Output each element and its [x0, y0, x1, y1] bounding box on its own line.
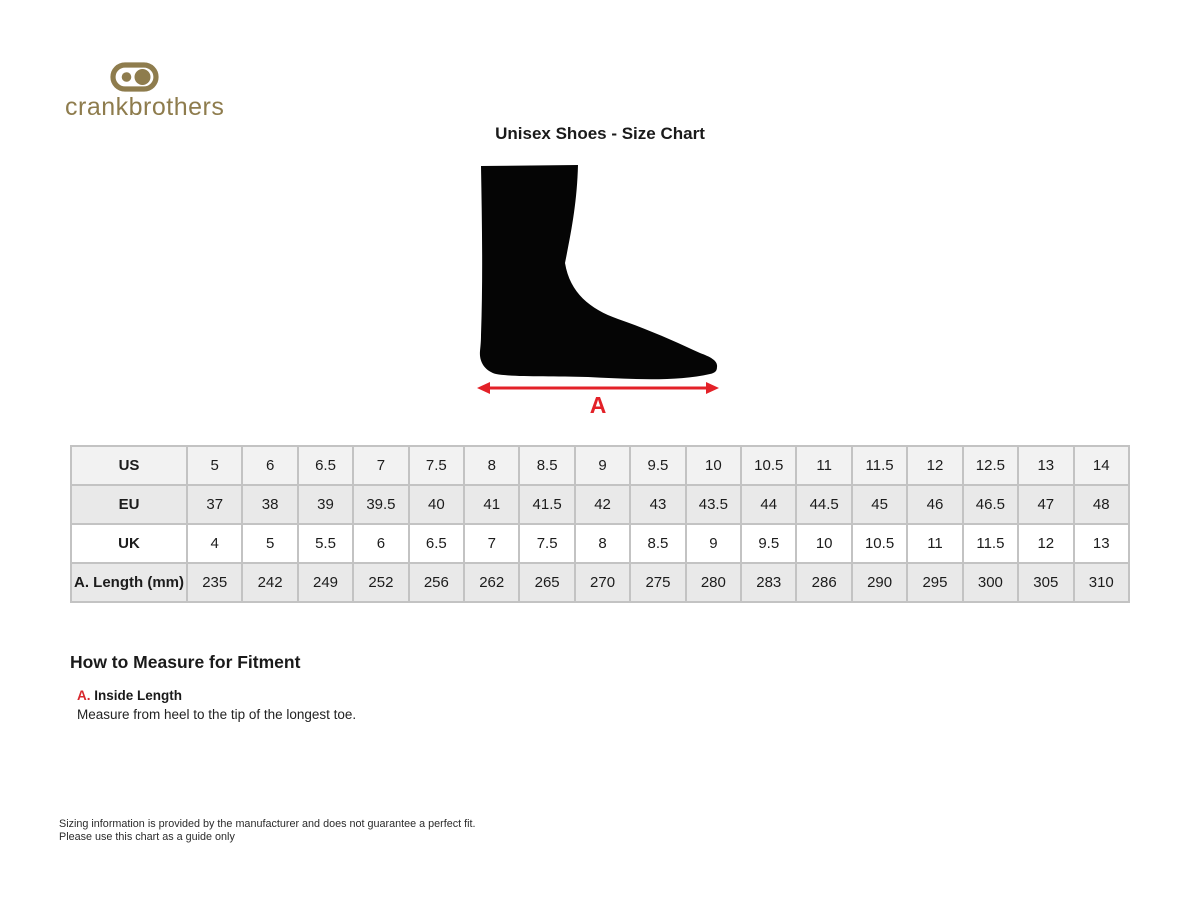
disclaimer-line-1: Sizing information is provided by the manufacturer and does not guarantee a perfect fit. — [59, 818, 476, 830]
size-cell: 47 — [1018, 485, 1073, 524]
size-cell: 38 — [242, 485, 297, 524]
size-cell: 10 — [796, 524, 851, 563]
size-cell: 295 — [907, 563, 962, 602]
size-cell: 10 — [686, 446, 741, 485]
size-cell: 8 — [575, 524, 630, 563]
size-cell: 5.5 — [298, 524, 353, 563]
size-cell: 8.5 — [519, 446, 574, 485]
size-cell: 8.5 — [630, 524, 685, 563]
size-cell: 290 — [852, 563, 907, 602]
size-cell: 5 — [242, 524, 297, 563]
size-cell: 43.5 — [686, 485, 741, 524]
size-chart-table-body — [71, 446, 1129, 602]
size-cell: 13 — [1018, 446, 1073, 485]
arrow-label-a: A — [589, 392, 607, 418]
size-cell: 9 — [686, 524, 741, 563]
size-cell: 48 — [1074, 485, 1130, 524]
size-cell: 249 — [298, 563, 353, 602]
disclaimer-line-2: Please use this chart as a guide only — [59, 830, 235, 843]
size-cell: 310 — [1074, 563, 1130, 602]
size-cell: 11.5 — [852, 446, 907, 485]
size-cell: 305 — [1018, 563, 1073, 602]
measure-section-heading: How to Measure for Fitment — [70, 652, 301, 672]
size-cell: 4 — [187, 524, 242, 563]
brand-name: crankbrothers — [65, 93, 225, 121]
size-cell: 40 — [409, 485, 464, 524]
size-cell: 235 — [187, 563, 242, 602]
table-row — [71, 563, 1129, 602]
size-cell: 37 — [187, 485, 242, 524]
size-cell: 46 — [907, 485, 962, 524]
size-cell: 10.5 — [741, 446, 796, 485]
measure-item-description: Measure from heel to the tip of the longest toe. — [77, 707, 357, 722]
size-cell: 41.5 — [519, 485, 574, 524]
size-cell: 39 — [298, 485, 353, 524]
row-label: A. Length (mm) — [71, 563, 187, 602]
size-cell: 6 — [242, 446, 297, 485]
size-cell: 12.5 — [963, 446, 1018, 485]
size-cell: 7 — [353, 446, 408, 485]
size-cell: 11 — [796, 446, 851, 485]
size-cell: 6.5 — [409, 524, 464, 563]
size-cell: 6 — [353, 524, 408, 563]
size-cell: 252 — [353, 563, 408, 602]
size-cell: 45 — [852, 485, 907, 524]
size-cell: 44 — [741, 485, 796, 524]
size-cell: 275 — [630, 563, 685, 602]
size-cell: 242 — [242, 563, 297, 602]
size-cell: 7 — [464, 524, 519, 563]
row-label: UK — [71, 524, 187, 563]
measure-item-prefix: A. — [77, 688, 91, 703]
size-cell: 262 — [464, 563, 519, 602]
size-cell: 5 — [187, 446, 242, 485]
table-row — [71, 485, 1129, 524]
size-cell: 7.5 — [519, 524, 574, 563]
size-cell: 6.5 — [298, 446, 353, 485]
crankbrothers-pedal-icon — [110, 62, 159, 92]
size-cell: 300 — [963, 563, 1018, 602]
size-cell: 9 — [575, 446, 630, 485]
measure-item-title — [77, 688, 182, 703]
size-cell: 41 — [464, 485, 519, 524]
size-cell: 280 — [686, 563, 741, 602]
size-cell: 9.5 — [741, 524, 796, 563]
measure-item-name: Inside Length — [94, 688, 183, 703]
size-cell: 256 — [409, 563, 464, 602]
size-cell: 46.5 — [963, 485, 1018, 524]
table-row — [71, 524, 1129, 563]
disclaimer — [59, 818, 476, 843]
table-row — [71, 446, 1129, 485]
size-cell: 7.5 — [409, 446, 464, 485]
size-cell: 11.5 — [963, 524, 1018, 563]
size-cell: 286 — [796, 563, 851, 602]
size-cell: 11 — [907, 524, 962, 563]
size-cell: 43 — [630, 485, 685, 524]
size-cell: 12 — [1018, 524, 1073, 563]
size-cell: 10.5 — [852, 524, 907, 563]
size-cell: 12 — [907, 446, 962, 485]
size-cell: 9.5 — [630, 446, 685, 485]
size-cell: 265 — [519, 563, 574, 602]
size-cell: 8 — [464, 446, 519, 485]
size-cell: 14 — [1074, 446, 1130, 485]
foot-silhouette — [478, 163, 720, 381]
size-cell: 39.5 — [353, 485, 408, 524]
row-label: EU — [71, 485, 187, 524]
page-title: Unisex Shoes - Size Chart — [495, 124, 705, 143]
size-cell: 44.5 — [796, 485, 851, 524]
row-label: US — [71, 446, 187, 485]
size-cell: 270 — [575, 563, 630, 602]
size-cell: 283 — [741, 563, 796, 602]
size-cell: 42 — [575, 485, 630, 524]
size-chart-table — [70, 445, 1130, 603]
size-cell: 13 — [1074, 524, 1130, 563]
